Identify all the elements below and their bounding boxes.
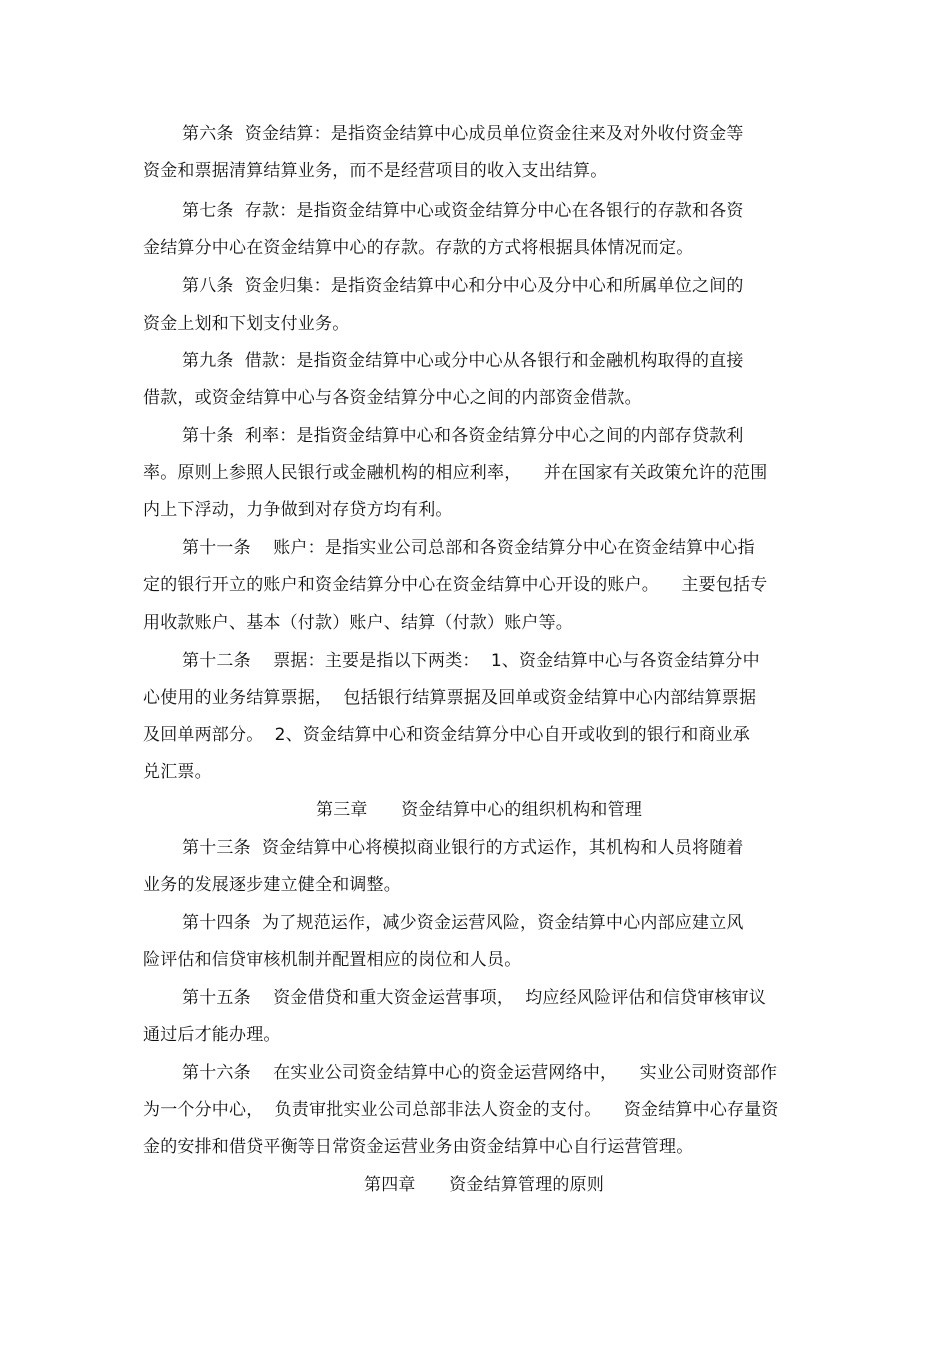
article-8-line-1: 第八条 资金归集：是指资金结算中心和分中心及分中心和所属单位之间的 <box>182 276 744 296</box>
article-6-line-1: 第六条 资金结算：是指资金结算中心成员单位资金往来及对外收付资金等 <box>182 124 744 144</box>
article-14-line-1: 第十四条 为了规范运作，减少资金运营风险，资金结算中心内部应建立风 <box>182 913 744 933</box>
article-9-line-2: 借款，或资金结算中心与各资金结算分中心之间的内部资金借款。 <box>143 388 642 408</box>
article-11-line-3: 用收款账户、基本（付款）账户、结算（付款）账户等。 <box>143 613 573 633</box>
article-12-line-3: 及回单两部分。 2、资金结算中心和资金结算分中心自开或收到的银行和商业承 <box>143 725 751 745</box>
article-11-line-1: 第十一条 账户：是指实业公司总部和各资金结算分中心在资金结算中心指 <box>182 538 755 558</box>
chapter-3-heading: 第三章 资金结算中心的组织机构和管理 <box>316 800 643 820</box>
article-10-line-2: 率。原则上参照人民银行或金融机构的相应利率， 并在国家有关政策允许的范围 <box>143 463 768 483</box>
article-10-line-1: 第十条 利率：是指资金结算中心和各资金结算分中心之间的内部存贷款利 <box>182 426 744 446</box>
article-13-line-2: 业务的发展逐步建立健全和调整。 <box>143 875 401 895</box>
article-13-line-1: 第十三条 资金结算中心将模拟商业银行的方式运作，其机构和人员将随着 <box>182 838 744 858</box>
article-16-line-3: 金的安排和借贷平衡等日常资金运营业务由资金结算中心自行运营管理。 <box>143 1137 694 1157</box>
article-7-line-2: 金结算分中心在资金结算中心的存款。存款的方式将根据具体情况而定。 <box>143 238 694 258</box>
article-15-line-1: 第十五条 资金借贷和重大资金运营事项， 均应经风险评估和信贷审核审议 <box>182 988 767 1008</box>
article-10-line-3: 内上下浮动，力争做到对存贷方均有利。 <box>143 500 453 520</box>
article-7-line-1: 第七条 存款：是指资金结算中心或资金结算分中心在各银行的存款和各资 <box>182 201 744 221</box>
article-9-line-1: 第九条 借款：是指资金结算中心或分中心从各银行和金融机构取得的直接 <box>182 351 744 371</box>
article-12-line-2: 心使用的业务结算票据， 包括银行结算票据及回单或资金结算中心内部结算票据 <box>143 688 757 708</box>
article-16-line-2: 为一个分中心， 负责审批实业公司总部非法人资金的支付。 资金结算中心存量资 <box>143 1100 779 1120</box>
article-12-line-4: 兑汇票。 <box>143 762 212 782</box>
article-16-line-1: 第十六条 在实业公司资金结算中心的资金运营网络中， 实业公司财资部作 <box>182 1063 778 1083</box>
article-12-line-1: 第十二条 票据：主要是指以下两类： 1、资金结算中心与各资金结算分中 <box>182 651 760 671</box>
article-6-line-2: 资金和票据清算结算业务，而不是经营项目的收入支出结算。 <box>143 161 608 181</box>
chapter-4-heading: 第四章 资金结算管理的原则 <box>364 1175 605 1195</box>
article-14-line-2: 险评估和信贷审核机制并配置相应的岗位和人员。 <box>143 950 522 970</box>
article-15-line-2: 通过后才能办理。 <box>143 1025 281 1045</box>
article-8-line-2: 资金上划和下划支付业务。 <box>143 314 350 334</box>
article-11-line-2: 定的银行开立的账户和资金结算分中心在资金结算中心开设的账户。 主要包括专 <box>143 575 768 595</box>
